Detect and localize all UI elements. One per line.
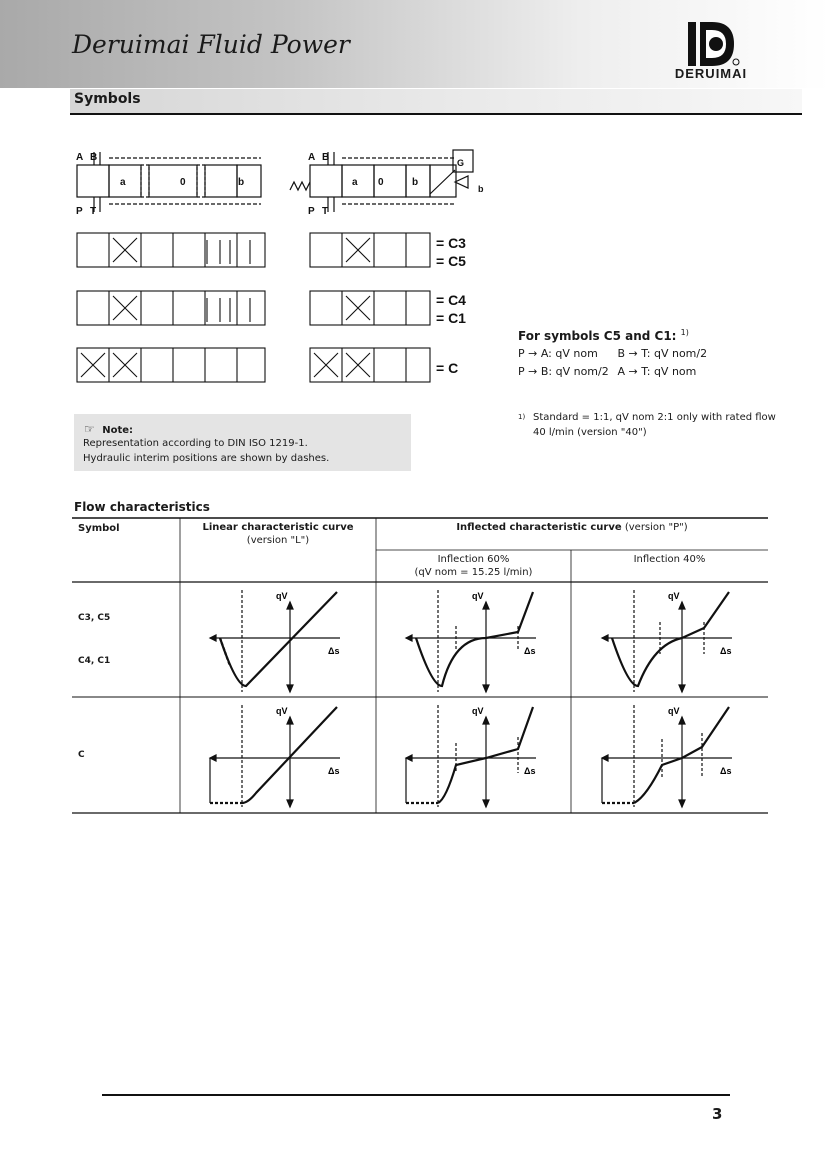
logo-text: DERUIMAI xyxy=(674,66,748,81)
c5c1-flow-block xyxy=(518,324,707,381)
spool-b-label-2: b xyxy=(412,177,419,188)
c5c1-row2-left: P → B: qV nom/2 xyxy=(518,365,609,378)
row1-label-c4c1: C4, C1 xyxy=(78,656,111,666)
port-p-label-2: P xyxy=(308,206,315,217)
note-line-2: Hydraulic interim positions are shown by dashes. xyxy=(83,453,330,464)
curve-linear-row1 xyxy=(200,588,360,693)
header-symbol xyxy=(78,522,120,535)
note-title: Note: xyxy=(102,425,134,436)
curve-infl60-row2 xyxy=(396,703,556,808)
port-a-label-2: A xyxy=(308,152,316,163)
spool-a-label-2: a xyxy=(352,177,358,188)
axis-y-label: qV xyxy=(668,591,680,601)
port-p-label: P xyxy=(76,206,83,217)
brand-title: Deruimai Fluid Power xyxy=(72,30,350,59)
row1-label-c3c5: C3, C5 xyxy=(78,613,111,623)
note-line-1: Representation according to DIN ISO 1219-1. xyxy=(83,438,308,449)
spool-a-label: a xyxy=(120,177,126,188)
page-footer-rule xyxy=(102,1094,730,1096)
c5c1-row-2 xyxy=(518,363,707,381)
axis-x-label: Δs xyxy=(328,766,340,776)
c5c1-title-sup: 1) xyxy=(680,328,689,337)
curve-infl60-row1 xyxy=(396,588,556,693)
header-inflected xyxy=(376,521,768,534)
c5c1-row-1 xyxy=(518,345,707,363)
footnote-mark: 1) xyxy=(518,413,526,421)
spool-0-label: 0 xyxy=(180,177,186,188)
port-t-label-2: T xyxy=(322,206,329,217)
header-linear-text: Linear characteristic curve xyxy=(202,522,354,533)
curve-infl40-row1 xyxy=(592,588,752,693)
symbol-c5-label: = C5 xyxy=(436,253,466,269)
header-inflection40-text: Inflection 40% xyxy=(633,554,706,565)
symbol-c-label: = C xyxy=(436,360,459,376)
header-inflection60-text: Inflection 60% xyxy=(437,554,510,565)
port-t-label: T xyxy=(90,206,97,217)
header-inflection60 xyxy=(376,553,571,579)
pointing-hand-icon: ☞ xyxy=(84,422,95,436)
section-bar xyxy=(70,89,802,115)
c5c1-title xyxy=(518,324,707,345)
note-header xyxy=(84,422,133,436)
footnote-line-2: 40 l/min (version "40") xyxy=(533,427,647,438)
header-inflection40 xyxy=(571,553,768,566)
symbol-c4-label: = C4 xyxy=(436,292,466,308)
symbol-c3-label: = C3 xyxy=(436,235,466,251)
page-number: 3 xyxy=(712,1105,723,1123)
axis-x-label: Δs xyxy=(524,646,536,656)
c5c1-row2-right: A → T: qV nom xyxy=(617,365,697,378)
port-b-label: B xyxy=(90,152,98,163)
axis-x-label: Δs xyxy=(328,646,340,656)
header-inflected-text: Inflected characteristic curve xyxy=(456,522,622,533)
row2-label-c: C xyxy=(78,750,85,760)
spool-0-label-2: 0 xyxy=(378,177,384,188)
axis-y-label: qV xyxy=(472,591,484,601)
c5c1-row1-left: P → A: qV nom xyxy=(518,347,598,360)
axis-x-label: Δs xyxy=(524,766,536,776)
header-inflected-version: (version "P") xyxy=(624,522,688,533)
section-title: Symbols xyxy=(74,91,141,107)
pilot-b-label: b xyxy=(478,184,484,194)
axis-x-label: Δs xyxy=(720,646,732,656)
curve-linear-row2 xyxy=(200,703,360,808)
port-b-label-2: B xyxy=(322,152,330,163)
c5c1-row1-right: B → T: qV nom/2 xyxy=(617,347,708,360)
axis-y-label: qV xyxy=(276,591,288,601)
symbol-c1-label: = C1 xyxy=(436,310,466,326)
axis-y-label: qV xyxy=(276,706,288,716)
c5c1-title-text: For symbols C5 and C1: xyxy=(518,329,677,343)
flow-title: Flow characteristics xyxy=(74,500,210,514)
pilot-g-label: G xyxy=(457,158,465,168)
note-box xyxy=(74,414,411,471)
header-linear-version: (version "L") xyxy=(246,535,310,546)
port-a-label: A xyxy=(76,152,84,163)
hydraulic-symbols-diagram xyxy=(60,140,484,400)
axis-y-label: qV xyxy=(472,706,484,716)
header-symbol-text: Symbol xyxy=(78,523,120,534)
curve-infl40-row2 xyxy=(592,703,752,808)
axis-y-label: qV xyxy=(668,706,680,716)
header-inflection60-detail: (qV nom = 15.25 l/min) xyxy=(414,567,533,578)
axis-x-label: Δs xyxy=(720,766,732,776)
footnote-line-1: Standard = 1:1, qV nom 2:1 only with rated flow xyxy=(533,412,776,423)
spool-b-label: b xyxy=(238,177,245,188)
header-linear xyxy=(180,521,376,547)
footnote xyxy=(518,410,778,440)
